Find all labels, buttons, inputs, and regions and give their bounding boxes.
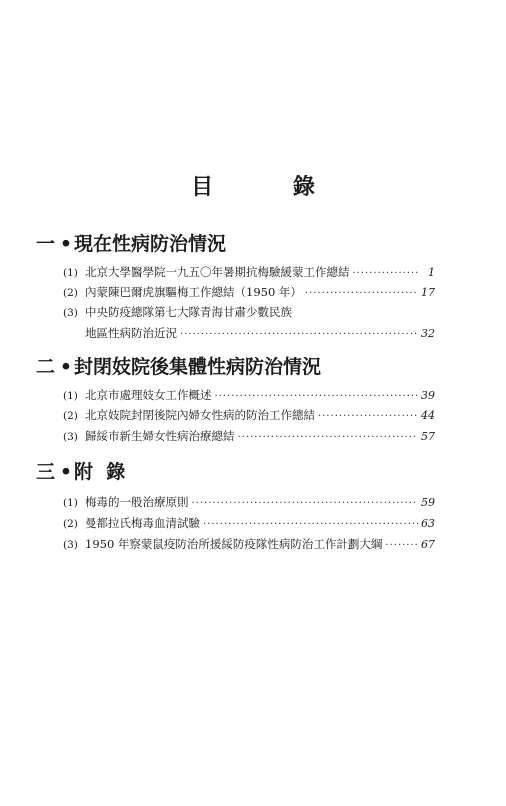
entry-page-number: 59 <box>421 496 435 509</box>
entry-index: (1) <box>63 497 78 509</box>
section-bullet: • <box>59 233 73 255</box>
entry-title: 曼都拉氏梅毒血清試驗 <box>85 516 200 530</box>
section-heading <box>36 229 226 256</box>
section-heading <box>36 457 125 484</box>
toc-entry <box>63 387 435 403</box>
dot-leader <box>192 498 419 509</box>
entry-index: (1) <box>63 267 78 279</box>
toc-entry <box>63 515 435 531</box>
toc-entry <box>63 264 435 280</box>
entry-index: (2) <box>63 410 78 422</box>
entry-page-number: 17 <box>421 286 435 299</box>
entry-index: (3) <box>63 307 78 319</box>
entry-index: (2) <box>63 518 78 530</box>
section-number: 一 <box>36 233 56 255</box>
entry-page-number: 1 <box>428 266 435 279</box>
entry-title-continued: 地區性病防治近況 <box>85 326 177 340</box>
entry-page-number: 44 <box>421 409 435 422</box>
toc-entry <box>63 536 435 552</box>
toc-entry <box>63 407 435 423</box>
section-number: 二 <box>36 356 56 378</box>
toc-entry-continuation <box>85 325 435 341</box>
entry-page-number: 67 <box>421 538 435 551</box>
entry-title: 梅毒的一般治療原則 <box>85 495 189 509</box>
dot-leader <box>385 540 418 551</box>
entry-index: (3) <box>63 431 78 443</box>
entry-title: 1950 年察蒙鼠疫防治所援綏防疫隊性病防治工作計劃大綱 <box>85 537 383 551</box>
section-bullet: • <box>59 356 73 378</box>
entry-page-number: 39 <box>421 389 435 402</box>
dot-leader <box>180 329 418 340</box>
section-title: 封閉妓院後集體性病防治情況 <box>74 356 322 378</box>
entry-page-number: 32 <box>421 327 435 340</box>
entry-page-number: 57 <box>421 430 435 443</box>
entry-title: 中央防疫總隊第七大隊青海甘肅少數民族 <box>85 305 292 319</box>
entry-title: 北京市處理妓女工作概述 <box>85 388 212 402</box>
toc-entry <box>63 494 435 510</box>
dot-leader <box>215 391 419 402</box>
entry-index: (1) <box>63 390 78 402</box>
entry-title: 歸綏市新生婦女性病治療總結 <box>85 429 235 443</box>
toc-entry <box>63 304 435 320</box>
entry-index: (2) <box>63 287 78 299</box>
toc-entry <box>63 428 435 444</box>
entry-title: 北京妓院封閉後院內婦女性病的防治工作總結 <box>85 408 315 422</box>
entry-title: 北京大學醫學院一九五〇年暑期抗梅驗緩蒙工作總結 <box>85 265 350 279</box>
section-title: 附 錄 <box>74 461 126 483</box>
dot-leader <box>203 519 418 530</box>
dot-leader <box>238 432 419 443</box>
page-title: 目 錄 <box>191 174 351 200</box>
section-bullet: • <box>59 461 73 483</box>
entry-index: (3) <box>63 539 78 551</box>
entry-title: 內蒙陳巴爾虎旗驅梅工作總結（1950 年） <box>85 285 302 299</box>
entry-page-number: 63 <box>421 517 435 530</box>
dot-leader <box>318 411 418 422</box>
section-title: 現在性病防治情況 <box>74 233 227 255</box>
toc-entry <box>63 284 435 300</box>
section-heading <box>36 352 321 379</box>
section-number: 三 <box>36 461 56 483</box>
dot-leader <box>305 288 418 299</box>
dot-leader <box>353 268 421 279</box>
